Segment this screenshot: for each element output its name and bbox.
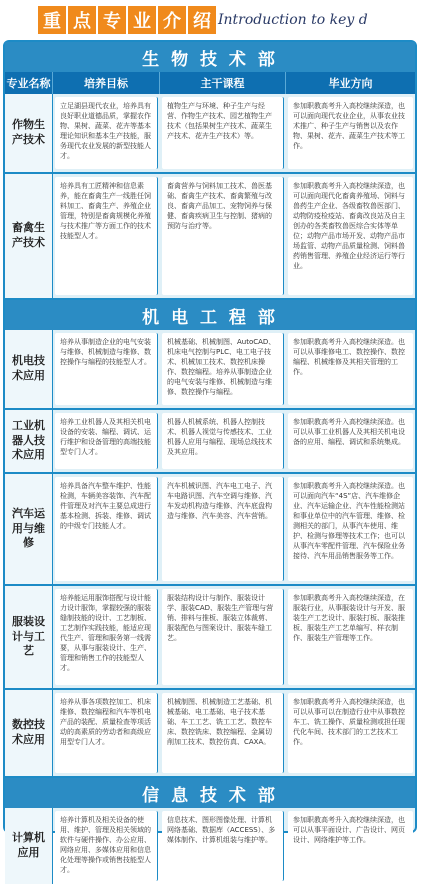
majors-table <box>3 40 417 874</box>
training-goal: 立足湖县现代农业，培养具有良好职业道德品质，掌握农作物、果树、蔬菜、花卉等基本理论知识和基本生产技能，服务现代农业发展的新型技能人才。 <box>55 97 158 169</box>
title-char: 介 <box>158 6 186 34</box>
title-char: 业 <box>128 6 156 34</box>
major-name: 工业机器人技术应用 <box>5 410 53 472</box>
department-title: 生 物 技 术 部 <box>142 49 278 70</box>
department-title: 信 息 技 术 部 <box>142 785 278 806</box>
graduation-direction: 参加职教高考升入高校继续深造。也可以从事维修电工、数控操作、数控编程、机械维修及其相关管理的工作。 <box>288 333 413 405</box>
major-name: 数控技术应用 <box>5 690 53 776</box>
title-char: 绍 <box>188 6 216 34</box>
column-header: 毕业方向 <box>328 77 373 90</box>
title-char: 点 <box>68 6 96 34</box>
table-row <box>5 474 415 586</box>
column-header: 主干课程 <box>160 72 286 94</box>
column-header-row <box>5 72 415 94</box>
main-courses: 机器人机械系统、机器人控制技术、机器人视觉与传感技术、工业机器人应用与编程、现场总线技术及其应用。 <box>162 413 284 469</box>
header <box>0 0 424 38</box>
training-goal: 培养工业机器人及其相关机电设备的安装、编程、调试、运行维护和设备管理的高端技能型专门人才。 <box>55 413 158 469</box>
main-courses: 机械制图、机械制造工艺基础、机械基础、电工基础、电子技术基础、车工工艺、铣工工艺、数控车床、数控铣床、数控编程、金属切削加工技术、数控仿真、CAXA。 <box>162 693 284 773</box>
training-goal: 培养计算机及相关设备的使用、维护、管理及相关领域的软件与硬件操作、办公应用、网络应用、多媒体应用和信息化处理等操作或销售技能型人才。 <box>55 811 158 881</box>
graduation-direction: 参加职教高考升入高校继续深造，也可以面向现代农业企业，从事农业技术推广、种子生产与销售以及农作物、果树、花卉、蔬菜生产技术等工作。 <box>288 97 413 169</box>
major-name: 畜禽生产技术 <box>5 174 53 298</box>
department-header <box>5 778 415 808</box>
column-header: 专业名称 <box>5 72 53 94</box>
department-header <box>5 42 415 72</box>
graduation-direction: 参加职教高考升入高校继续深造，在服装行业，从事服装设计与开发、服装生产工艺设计、服装打板、服装推板、服装生产工艺单编写、样衣制作、服装生产管理等工作。 <box>288 589 413 685</box>
table-row <box>5 94 415 174</box>
department-title: 机 电 工 程 部 <box>142 307 278 328</box>
training-goal: 培养具有工匠精神和信息素养，能在畜禽生产一线胜任饲料加工、畜禽生产、养殖企业管理，特别是畜禽规模化养殖与技术推广等方面工作的技术技能型人才。 <box>55 177 158 295</box>
main-courses: 信息技术、图形图像处理、计算机网络基础、数据库（ACCESS）、多媒体制作、计算机组装与维护等。 <box>162 811 284 881</box>
major-name: 计算机应用 <box>5 808 53 884</box>
table-row <box>5 330 415 410</box>
title-char: 重 <box>38 6 66 34</box>
table-row <box>5 690 415 778</box>
table-row <box>5 410 415 474</box>
major-name: 汽车运用与维修 <box>5 474 53 584</box>
graduation-direction: 参加职教高考升入高校继续深造。也可以面向汽车“4S”店、汽车维修企业、汽车运输企业、汽车性能检测站和事业单位中的汽车管理、维修、检测相关的部门，从事汽车使用、维护、检测与修理等技术工作；也可以从事汽车零配件管理、汽车保险业务接待、汽车用品销售服务等工作。 <box>288 477 413 581</box>
department-header <box>5 300 415 330</box>
training-goal: 培养具备汽车整车维护、性能检测，车辆美容装饰、汽车配件管理及对汽车主要总成进行基本检测、拆装、维修、调试的中级专门技能人才。 <box>55 477 158 581</box>
table-row <box>5 808 415 878</box>
main-courses: 汽车机械识图、汽车电工电子、汽车电路识图、汽车空调与维修、汽车发动机构造与维修、汽车底盘构造与维修、汽车美容、汽车营销。 <box>162 477 284 581</box>
graduation-direction: 参加职教高考升入高校继续深造。也可以从事工业机器人及其相关机电设备的应用、编程、调试和系统集成。 <box>288 413 413 469</box>
major-name: 作物生产技术 <box>5 94 53 172</box>
main-courses: 服装结构设计与制作、服装设计学、服装CAD、服装生产管理与营销、排料与推板、服装立体裁剪、服装配色与图案设计、服装车缝工艺。 <box>162 589 284 685</box>
main-courses: 机械基础、机械制图、AutoCAD、机床电气控制与PLC、电工电子技术、机械加工技术、数控机床操作、数控编程。培养从事制造企业的电气安装与维修、机械制造与维修、数控操作与编程。 <box>162 333 284 405</box>
training-goal: 培养能运用服饰搭配与设计能力设计服饰，掌握较强的服装缝制技能的设计、工艺制板、工艺制作实践技能，能适应现代生产、管理和服务第一线需要，从事与服装设计、生产、管理和销售工作的技能型人才。 <box>55 589 158 685</box>
page-title <box>38 6 216 34</box>
title-char: 专 <box>98 6 126 34</box>
column-header: 培养目标 <box>53 72 160 94</box>
graduation-direction: 参加职教高考升入高校继续深造，也可以面向现代化畜禽养殖场、饲料与兽药生产企业、各级畜牧兽医部门、动物防疫检疫站、畜禽改良站及自主创办的各类畜牧兽医综合实体等单位；动物产品市场开发、动物产品市场监管、动物产品质量检测、饲料兽药销售管理、养殖企业经济运行等行业。 <box>288 177 413 295</box>
main-courses: 植物生产与环境、种子生产与经营、作物生产技术、园艺植物生产技术（包括果树生产技术、蔬菜生产技术、花卉生产技术）等。 <box>162 97 284 169</box>
main-courses: 畜禽营养与饲料加工技术、兽医基础、畜禽生产技术、畜禽繁殖与改良、畜禽产品加工、宠物饲养与保健、畜禽疾病卫生与控制、猪病的预防与治疗等。 <box>162 177 284 295</box>
table-row <box>5 174 415 300</box>
graduation-direction: 参加职教高考升入高校继续深造，也可以从事可以在制造行业中从事数控车工、铣工操作、质量检测或担任现代化车间、技术部门的工艺技术工作。 <box>288 693 413 773</box>
english-subtitle: Introduction to key d <box>218 12 368 28</box>
table-row <box>5 586 415 690</box>
training-goal: 培养从事制造企业的电气安装与维修、机械制造与维修、数控操作与编程的技能型人才。 <box>55 333 158 405</box>
major-name: 机电技术应用 <box>5 330 53 408</box>
graduation-direction: 参加职教高考升入高校继续深造，也可以从事平面设计、广告设计、网页设计、网络维护等工作。 <box>288 811 413 881</box>
major-name: 服装设计与工艺 <box>5 586 53 688</box>
training-goal: 培养从事各项数控加工、机床维修、数控编程和汽车等机电产品的装配、质量检查等项活动的高素质的劳动者和高级应用型专门人才。 <box>55 693 158 773</box>
